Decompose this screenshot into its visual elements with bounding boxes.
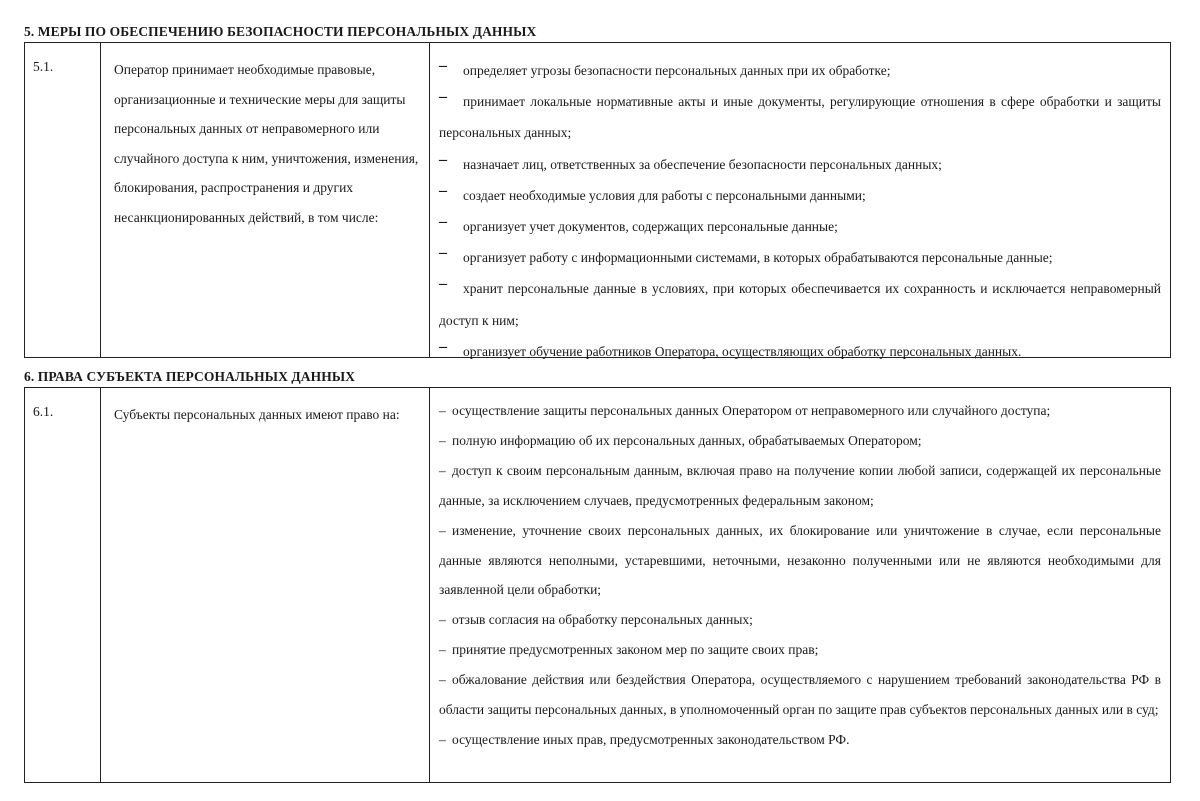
dash-bullet: –: [439, 275, 447, 293]
list-item: [439, 426, 1161, 456]
list-item: [439, 725, 1161, 755]
column-divider: [429, 388, 430, 782]
dash-bullet: –: [439, 612, 446, 628]
dash-bullet: –: [439, 181, 447, 199]
clause-number: 5.1.: [33, 59, 54, 74]
list-item-text: изменение, уточнение своих персональных данных, их блокирование или уничтожение в случае, если персональные данные являются неполными, устаревшими, неточными, незаконно полученными или не являются необходимыми для заявленной цели обработки;: [439, 522, 1161, 598]
clause-number: 6.1.: [33, 404, 54, 419]
dash-bullet: –: [439, 462, 446, 478]
dash-bullet: –: [439, 213, 447, 231]
list-item-text: организует учет документов, содержащих персональные данные;: [463, 219, 838, 235]
section-5-heading: 5. МЕРЫ ПО ОБЕСПЕЧЕНИЮ БЕЗОПАСНОСТИ ПЕРСОНАЛЬНЫХ ДАННЫХ: [24, 24, 537, 39]
dash-bullet: –: [439, 522, 446, 538]
column-divider: [100, 43, 101, 357]
list-item: [439, 180, 1161, 211]
list-item-text: назначает лиц, ответственных за обеспечение безопасности персональных данных;: [463, 156, 942, 172]
list-item: [439, 242, 1161, 273]
list-item-text: полную информацию об их персональных данных, обрабатываемых Оператором;: [452, 432, 922, 448]
list-item-text: доступ к своим персональным данным, включая право на получение копии любой записи, содержащей их персональные данные, за исключением случаев, предусмотренных федеральным законом;: [439, 462, 1161, 508]
column-divider: [429, 43, 430, 357]
measures-list: [439, 55, 1161, 367]
list-item: [439, 336, 1161, 367]
list-item: [439, 55, 1161, 86]
dash-bullet: –: [439, 88, 447, 106]
list-item-text: принимает локальные нормативные акты и иные документы, регулирующие отношения в сфере обработки и защиты персональных данных;: [439, 94, 1161, 141]
list-item-text: хранит персональные данные в условиях, при которых обеспечивается их сохранность и исключается неправомерный доступ к ним;: [439, 281, 1161, 328]
list-item: [439, 211, 1161, 242]
clause-lead-text: Оператор принимает необходимые правовые, организационные и технические меры для защиты персональных данных от неправомерного или случайного доступа к ним, уничтожения, изменения, блокирования, распространения и других несанкционированных действий, в том числе:: [114, 62, 419, 225]
list-item-text: определяет угрозы безопасности персональных данных при их обработке;: [463, 63, 891, 78]
dash-bullet: –: [439, 57, 447, 74]
section-5-table: [24, 42, 1171, 358]
list-item-text: принятие предусмотренных законом мер по защите своих прав;: [452, 642, 819, 658]
list-item: [439, 665, 1161, 725]
list-item-text: отзыв согласия на обработку персональных данных;: [452, 612, 753, 628]
list-item-text: осуществление защиты персональных данных Оператором от неправомерного или случайного доступа;: [452, 403, 1051, 418]
dash-bullet: –: [439, 337, 447, 355]
list-item-text: организует обучение работников Оператора, осуществляющих обработку персональных данных.: [463, 343, 1022, 359]
section-6-heading: 6. ПРАВА СУБЪЕКТА ПЕРСОНАЛЬНЫХ ДАННЫХ: [24, 369, 356, 384]
list-item-text: организует работу с информационными системами, в которых обрабатываются персональные данные;: [463, 250, 1053, 266]
dash-bullet: –: [439, 432, 446, 448]
list-item: [439, 273, 1161, 335]
section-6-table: [24, 387, 1171, 783]
list-item-text: осуществление иных прав, предусмотренных законодательством РФ.: [452, 731, 850, 747]
dash-bullet: –: [439, 403, 446, 418]
list-item: [439, 149, 1161, 180]
list-item: [439, 456, 1161, 516]
list-item: [439, 605, 1161, 635]
dash-bullet: –: [439, 731, 446, 747]
rights-list: [439, 396, 1161, 755]
list-item-text: создает необходимые условия для работы с персональными данными;: [463, 187, 866, 203]
list-item: [439, 86, 1161, 148]
column-divider: [100, 388, 101, 782]
list-item: [439, 516, 1161, 606]
dash-bullet: –: [439, 642, 446, 658]
list-item: [439, 396, 1161, 426]
dash-bullet: –: [439, 244, 447, 262]
dash-bullet: –: [439, 672, 446, 688]
clause-lead-text: Субъекты персональных данных имеют право на:: [114, 407, 400, 422]
list-item-text: обжалование действия или бездействия Оператора, осуществляемого с нарушением требований законодательства РФ в области защиты персональных данных, в уполномоченный орган по защите прав субъектов персональных данных или в суд;: [439, 672, 1161, 718]
list-item: [439, 635, 1161, 665]
dash-bullet: –: [439, 150, 447, 168]
